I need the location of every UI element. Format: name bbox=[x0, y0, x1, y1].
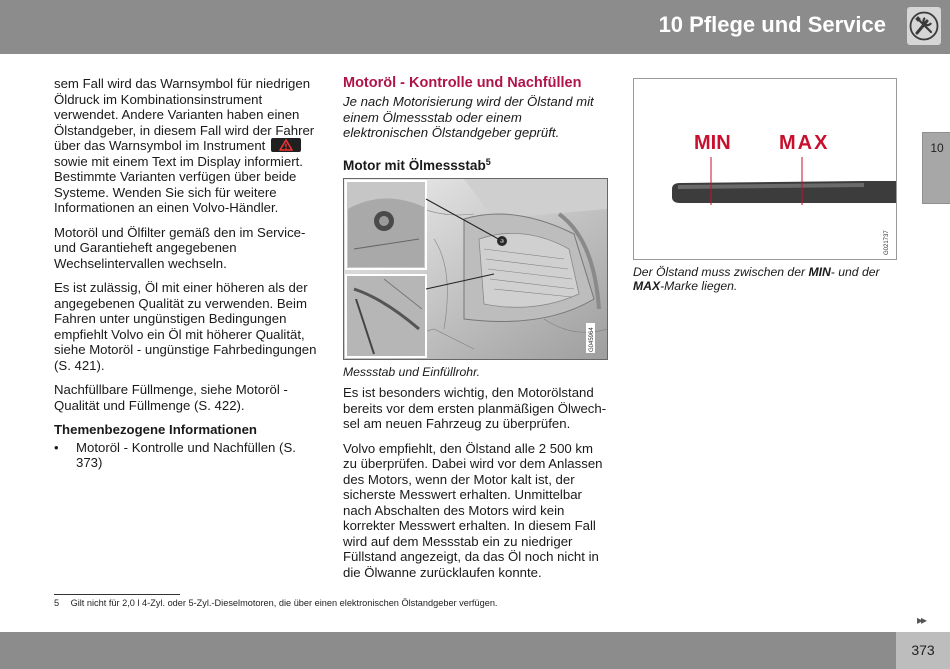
related-link-text[interactable]: Motoröl - Kontrolle und Nachfüllen (S. 373) bbox=[76, 439, 296, 470]
page-number-box bbox=[896, 632, 950, 669]
image-code: G021737 bbox=[884, 230, 890, 255]
column-left bbox=[54, 76, 320, 471]
paragraph-warning-symbol bbox=[54, 76, 320, 216]
footnote-ref[interactable]: 5 bbox=[485, 156, 491, 167]
paragraph-oil-quality: Es ist zulässig, Öl mit einer höheren als der angegebenen Qualität zu verwenden. Beim Fahren unter ungünstigen Bedingungen empfiehlt Volvo ein Öl mit höherer Qualität, siehe Motoröl - ungünstige Fahrbedingungen (S. 421). bbox=[54, 280, 317, 373]
min-label: MIN bbox=[694, 132, 731, 154]
bullet: • bbox=[54, 439, 59, 455]
chapter-tab-label: 10 bbox=[930, 141, 944, 155]
paragraph-check-interval: Volvo empfiehlt, den Ölstand alle 2 500 km zu überprüfen. Dabei wird vor dem Anlassen des Motors, wenn der Motor kalt ist, der sicherste Messwert erhalten. Unmittelbar nach Abschalten des Motors wird kein korrekter Messwert erhalten. In diesem Fall wird auf dem Messstab ein zu niedriger Füllstand angezeigt, da das Öl noch nicht in die Ölwanne zurücklaufen konnte. bbox=[343, 440, 603, 580]
figure-caption bbox=[633, 265, 897, 293]
subheading-dipstick bbox=[343, 155, 608, 174]
engine-bay-illustration bbox=[343, 178, 608, 360]
paragraph-text: sowie mit einem Text im Display informiert. Bestimmte Varianten verfügen über beide Systeme. Wenden Sie sich für weitere Informationen an einen Volvo-Händler. bbox=[54, 153, 303, 215]
subheading-text: Motor mit Ölmessstab bbox=[343, 157, 486, 173]
caption-text: Der Ölstand muss zwischen der bbox=[633, 265, 809, 279]
figure-caption: Messstab und Einfüllrohr. bbox=[343, 365, 481, 379]
section-intro: Je nach Motorisierung wird der Ölstand mit einem Ölmessstab oder einem elektronischen Ölstandgeber geprüft. bbox=[343, 94, 594, 140]
footer-band bbox=[0, 632, 896, 669]
oil-pressure-warning-icon bbox=[271, 138, 301, 152]
footnote-divider bbox=[54, 594, 180, 595]
caption-min: MIN bbox=[808, 265, 831, 279]
chapter-title: 10 Pflege und Service bbox=[658, 12, 886, 37]
paragraph-check-before-first-change: Es ist besonders wichtig, den Motorölstand bereits vor dem ersten planmäßigen Ölwechsel am neuen Fahrzeug zu überprüfen. bbox=[343, 385, 607, 431]
footnote-text: Gilt nicht für 2,0 l 4-Zyl. oder 5-Zyl.-Dieselmotoren, die über einen elektronischen Ölstandgeber verfügen. bbox=[70, 598, 498, 608]
column-middle bbox=[343, 76, 608, 589]
paragraph-oil-change: Motoröl und Ölfilter gemäß den im Service- und Garantieheft angegebenen Wechselintervallen wechseln. bbox=[54, 224, 306, 271]
dipstick-illustration bbox=[633, 78, 897, 260]
column-right bbox=[633, 76, 897, 299]
related-link-item[interactable] bbox=[54, 440, 320, 471]
related-info-heading: Themenbezogene Informationen bbox=[54, 422, 257, 437]
caption-max: MAX bbox=[633, 279, 661, 293]
max-label: MAX bbox=[779, 132, 830, 154]
caption-text: - und der bbox=[830, 265, 880, 279]
image-code: G045964 bbox=[589, 327, 595, 352]
footnote-number: 5 bbox=[54, 598, 60, 608]
paragraph-text: sem Fall wird das Warnsymbol für niedrigen Öldruck im Kombinationsinstrument verwendet. Andere Varianten haben einen Ölstandgeber, in diesem Fall wird der Fahrer über das Warnsymbol im Instrument bbox=[54, 76, 315, 153]
section-title: Motoröl - Kontrolle und Nachfüllen bbox=[343, 75, 582, 91]
tools-icon bbox=[906, 6, 942, 46]
footnote bbox=[54, 598, 497, 608]
paragraph-fill-quantity: Nachfüllbare Füllmenge, siehe Motoröl - Qualität und Füllmenge (S. 422). bbox=[54, 382, 288, 413]
chapter-tab[interactable] bbox=[922, 132, 950, 204]
page-number: 373 bbox=[911, 642, 935, 658]
caption-text: -Marke liegen. bbox=[660, 279, 738, 293]
continue-arrows-icon[interactable]: ▸▸ bbox=[917, 613, 926, 627]
